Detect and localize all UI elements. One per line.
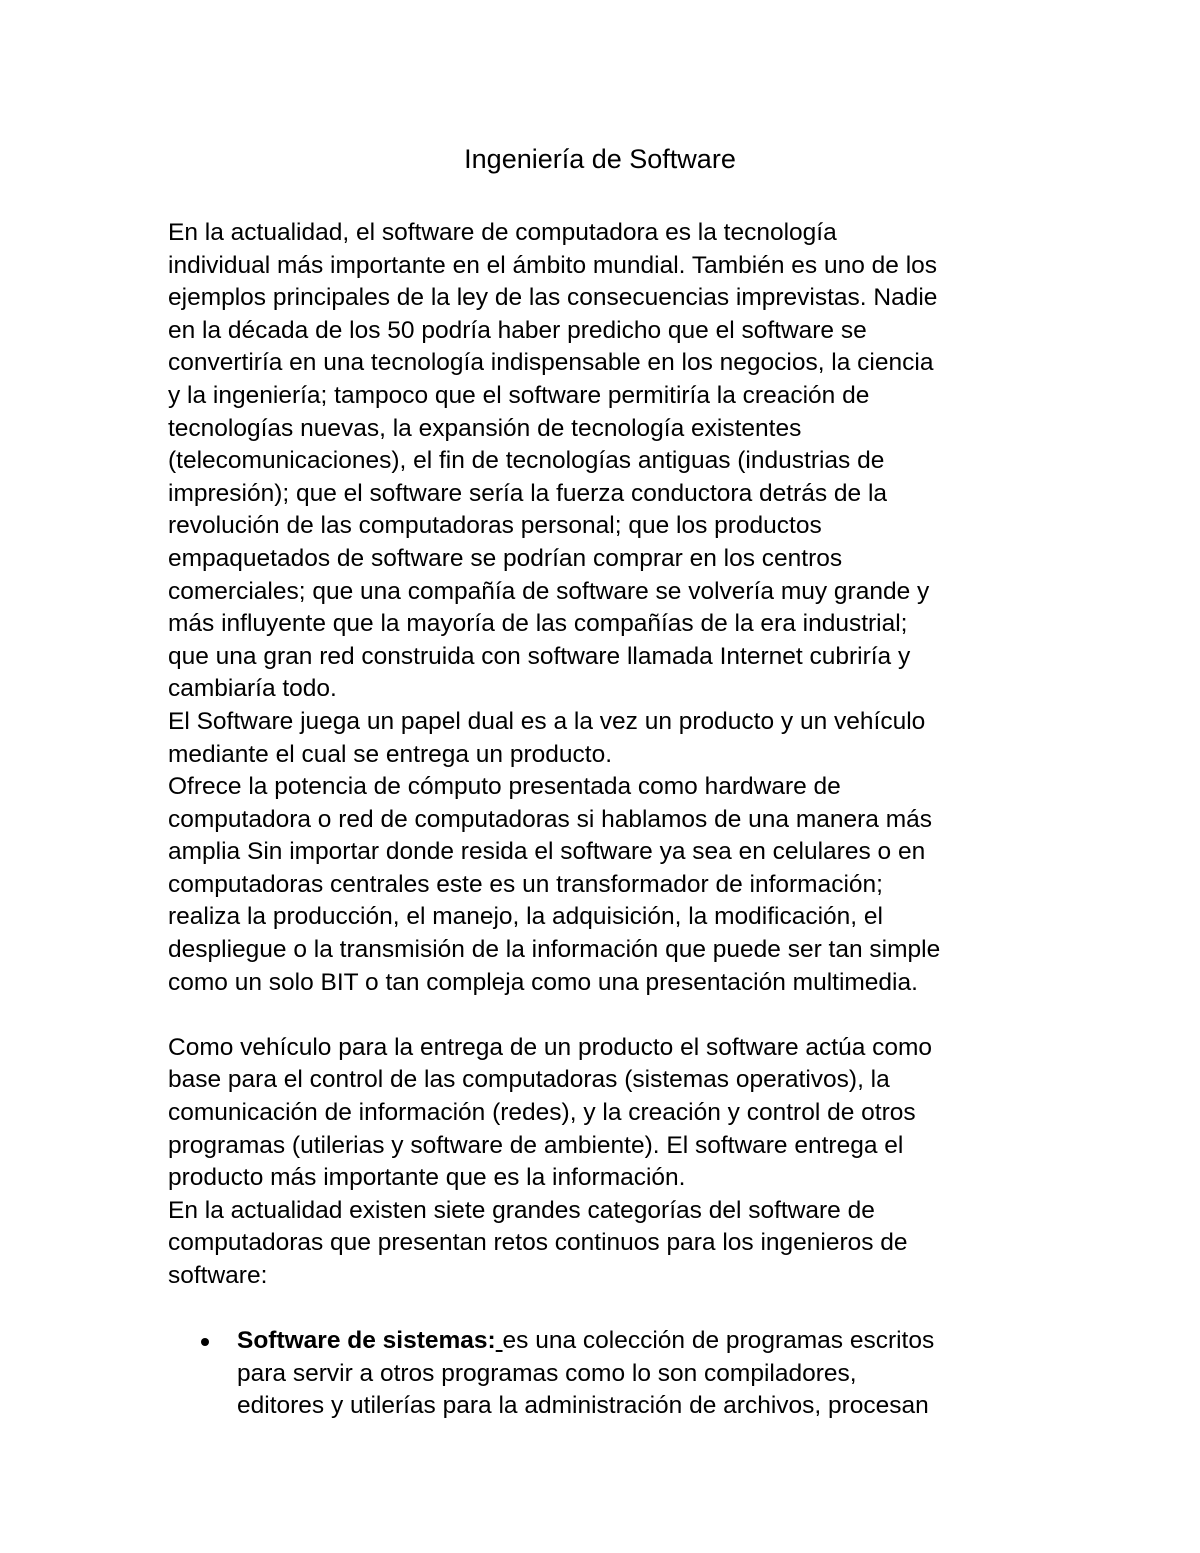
text-line: programas (utilerias y software de ambiente). El software entrega el [168,1131,904,1159]
text-line: producto más importante que es la información. [168,1164,686,1192]
text-line: En la actualidad existen siete grandes categorías del software de [168,1196,875,1224]
text-line: despliegue o la transmisión de la información que puede ser tan simple [168,936,941,964]
paragraph-gap [168,999,1048,1032]
bullet-icon [201,1338,209,1346]
text-line: software: [168,1262,268,1289]
text-line: que una gran red construida con software llamada Internet cubriría y [168,642,911,670]
text-line: revolución de las computadoras personal; que los productos [168,512,822,540]
text-line: amplia Sin importar donde resida el software ya sea en celulares o en [168,838,926,866]
text-line: cambiaría todo. [168,675,337,703]
text-line: comunicación de información (redes), y la creación y control de otros [168,1099,916,1127]
text-line: comerciales; que una compañía de software se volvería muy grande y [168,577,930,605]
text-line: empaquetados de software se podrían comprar en los centros [168,544,843,572]
text-line: impresión); que el software sería la fuerza conductora detrás de la [168,479,888,507]
text-line: En la actualidad, el software de computadora es la tecnología [168,219,837,246]
text-line: realiza la producción, el manejo, la adquisición, la modificación, el [168,903,883,931]
paragraph-1 [168,217,1048,999]
categories-list [168,1325,1048,1423]
text-line: computadora o red de computadoras si hablamos de una manera más [168,805,933,833]
text-line: en la década de los 50 podría haber predicho que el software se [168,316,867,344]
text-line: computadoras centrales este es un transformador de información; [168,870,883,898]
text-line: Como vehículo para la entrega de un producto el software actúa como [168,1033,933,1061]
text-line: computadoras que presentan retos continuos para los ingenieros de [168,1229,908,1257]
text-line: mediante el cual se entrega un producto. [168,740,613,768]
text-line: tecnologías nuevas, la expansión de tecnología existentes [168,414,802,442]
document-title: Ingeniería de Software [464,144,736,174]
paragraph-2 [168,1032,1048,1293]
text-line: ejemplos principales de la ley de las consecuencias imprevistas. Nadie [168,284,938,312]
document-body [168,217,1048,1423]
list-item-term-tail [496,1327,503,1354]
text-line: editores y utilerías para la administración de archivos, procesan [237,1392,929,1420]
text-line: como un solo BIT o tan compleja como una presentación multimedia. [168,968,918,996]
text-line: para servir a otros programas como lo son compiladores, [237,1359,857,1387]
text-line: base para el control de las computadoras (sistemas operativos), la [168,1066,890,1094]
list-item [168,1325,1048,1423]
text-line: (telecomunicaciones), el fin de tecnologías antiguas (industrias de [168,447,885,475]
text-line: El Software juega un papel dual es a la vez un producto y un vehículo [168,707,926,735]
text-line: y la ingeniería; tampoco que el software permitiría la creación de [168,381,870,409]
text-line: individual más importante en el ámbito mundial. También es uno de los [168,251,938,279]
text-line: convertiría en una tecnología indispensable en los negocios, la ciencia [168,349,934,377]
list-item-term: Software de sistemas: [237,1327,496,1355]
paragraph-gap [168,1293,1048,1326]
text-line: más influyente que la mayoría de las compañías de la era industrial; [168,610,908,638]
list-item-text: es una colección de programas escritos [502,1327,935,1355]
text-line: Ofrece la potencia de cómputo presentada como hardware de [168,773,841,801]
text-line [237,1325,1048,1358]
